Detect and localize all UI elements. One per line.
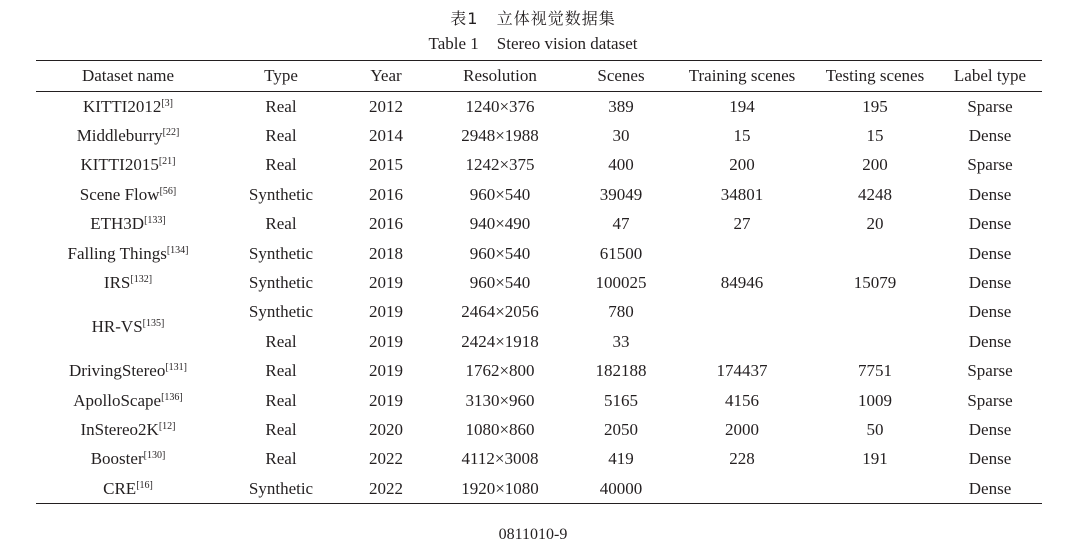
cell-testing-scenes: 20: [866, 214, 884, 234]
header-scenes: Scenes: [570, 61, 672, 92]
citation-ref: [56]: [159, 185, 177, 197]
cell-training-scenes: 4156: [725, 390, 759, 410]
cell-training-scenes: 194: [729, 96, 755, 116]
caption-cn-title: 立体视觉数据集: [496, 9, 616, 28]
cell-scenes: 61500: [599, 243, 643, 263]
cell-testing-scenes: [812, 239, 938, 268]
cell-label-type: Dense: [968, 184, 1012, 204]
table-row: [36, 180, 1042, 209]
cell-scenes: 5165: [604, 390, 638, 410]
table-row: [36, 386, 1042, 415]
cell-testing-scenes: 50: [866, 419, 884, 439]
cell-resolution: 1242×375: [465, 155, 535, 175]
cell-dataset-name: [36, 386, 220, 415]
cell-year: 2014: [369, 126, 403, 146]
cell-type: Real: [265, 214, 297, 234]
caption-en-label: Table 1: [428, 34, 479, 53]
cell-dataset-name: [36, 268, 220, 297]
cell-type: Real: [265, 155, 297, 175]
cell-type: Real: [265, 126, 297, 146]
cell-scenes: 780: [608, 302, 634, 322]
cell-label-type: Dense: [968, 214, 1012, 234]
cell-resolution: 960×540: [469, 273, 531, 293]
dataset-name: InStereo2K: [80, 419, 159, 439]
cell-label-type: Dense: [968, 331, 1012, 351]
cell-resolution: 940×490: [469, 214, 531, 234]
table-row: [36, 239, 1042, 268]
cell-label-type: Dense: [968, 449, 1012, 469]
cell-training-scenes: [672, 474, 812, 504]
cell-type: Synthetic: [248, 302, 314, 322]
cell-label-type: Dense: [938, 474, 1042, 504]
citation-ref: [21]: [158, 156, 176, 168]
caption-en-title: Stereo vision dataset: [496, 34, 638, 53]
citation-ref: [136]: [161, 391, 183, 403]
cell-type: Real: [265, 331, 297, 351]
dataset-name: Scene Flow: [79, 184, 160, 204]
cell-dataset-name: [36, 298, 220, 357]
cell-training-scenes: 174437: [716, 361, 768, 381]
cell-scenes: 40000: [570, 474, 672, 504]
cell-resolution: 2948×1988: [461, 126, 539, 146]
citation-ref: [12]: [158, 420, 176, 432]
cell-year: 2022: [342, 474, 430, 504]
cell-dataset-name: [36, 180, 220, 209]
cell-label-type: Dense: [968, 302, 1012, 322]
citation-ref: [3]: [161, 97, 174, 109]
cell-training-scenes: [672, 239, 812, 268]
cell-label-type: Dense: [968, 419, 1012, 439]
cell-testing-scenes: 15: [866, 126, 884, 146]
cell-training-scenes: 84946: [720, 273, 764, 293]
table-row: [36, 415, 1042, 444]
cell-resolution: 3130×960: [465, 390, 535, 410]
cell-dataset-name: [36, 445, 220, 474]
cell-scenes: 419: [608, 449, 634, 469]
dataset-name: DrivingStereo: [69, 361, 166, 381]
cell-testing-scenes: [812, 298, 938, 327]
citation-ref: [132]: [130, 274, 153, 286]
cell-label-type: Sparse: [967, 155, 1013, 175]
cell-training-scenes: 34801: [720, 184, 764, 204]
cell-year: 2019: [369, 331, 403, 351]
header-year: Year: [342, 61, 430, 92]
cell-scenes: 2050: [604, 419, 638, 439]
cell-training-scenes: 27: [733, 214, 751, 234]
dataset-name: HR-VS: [91, 317, 143, 337]
cell-type: Synthetic: [248, 184, 314, 204]
cell-year: 2012: [369, 96, 403, 116]
header-type: Type: [220, 61, 342, 92]
cell-year: 2018: [369, 243, 403, 263]
cell-label-type: Dense: [968, 273, 1012, 293]
dataset-name: KITTI2015: [80, 155, 159, 175]
cell-dataset-name: [36, 357, 220, 386]
cell-testing-scenes: 200: [862, 155, 888, 175]
dataset-name: Booster: [90, 449, 144, 469]
cell-testing-scenes: [812, 474, 938, 504]
cell-year: 2019: [369, 273, 403, 293]
dataset-name: KITTI2012: [82, 96, 162, 116]
cell-label-type: Sparse: [967, 390, 1013, 410]
cell-training-scenes: [672, 298, 812, 327]
cell-year: 2019: [369, 361, 403, 381]
cell-scenes: 182188: [595, 361, 647, 381]
cell-type: Real: [265, 361, 297, 381]
cell-year: 2016: [369, 214, 403, 234]
table-row: [36, 298, 1042, 327]
cell-type: Synthetic: [220, 474, 342, 504]
cell-resolution: 1240×376: [465, 96, 535, 116]
table-row: [36, 210, 1042, 239]
caption-cn-label: 表1: [450, 9, 479, 28]
cell-type: Synthetic: [248, 243, 314, 263]
cell-type: Real: [265, 390, 297, 410]
cell-dataset-name: [36, 151, 220, 180]
citation-ref: [16]: [136, 479, 153, 491]
cell-resolution: 4112×3008: [461, 449, 539, 469]
cell-year: 2016: [369, 184, 403, 204]
cell-training-scenes: [672, 327, 812, 356]
table-caption-english: [0, 34, 1066, 54]
table-row: [36, 151, 1042, 180]
cell-resolution: 2424×1918: [461, 331, 539, 351]
cell-scenes: 33: [612, 331, 630, 351]
cell-scenes: 389: [608, 96, 634, 116]
cell-year: 2020: [369, 419, 403, 439]
cell-label-type: Sparse: [967, 96, 1013, 116]
dataset-name: Middleburry: [76, 126, 163, 146]
cell-year: 2019: [369, 302, 403, 322]
dataset-name: CRE: [103, 478, 137, 498]
cell-testing-scenes: 191: [862, 449, 888, 469]
table-row: [36, 121, 1042, 150]
dataset-name: ApolloScape: [73, 390, 162, 410]
cell-scenes: 100025: [595, 273, 647, 293]
cell-year: 2015: [369, 155, 403, 175]
table-row: [36, 445, 1042, 474]
cell-type: Real: [265, 419, 297, 439]
citation-ref: [135]: [142, 318, 165, 330]
citation-ref: [133]: [144, 215, 166, 227]
citation-ref: [130]: [143, 450, 166, 462]
cell-training-scenes: 15: [733, 126, 751, 146]
header-testing-scenes: Testing scenes: [812, 61, 938, 92]
dataset-name: IRS: [103, 273, 131, 293]
cell-label-type: Dense: [968, 126, 1012, 146]
cell-dataset-name: [36, 415, 220, 444]
cell-type: Real: [265, 96, 297, 116]
cell-label-type: Sparse: [967, 361, 1013, 381]
cell-scenes: 47: [612, 214, 630, 234]
cell-resolution: 960×540: [469, 243, 531, 263]
table-row: [36, 92, 1042, 122]
table-body: [36, 92, 1042, 504]
cell-testing-scenes: 15079: [853, 273, 897, 293]
header-label-type: Label type: [938, 61, 1042, 92]
cell-dataset-name: [36, 474, 220, 504]
cell-scenes: 30: [612, 126, 630, 146]
cell-scenes: 400: [608, 155, 634, 175]
cell-training-scenes: 228: [729, 449, 755, 469]
cell-resolution: 1080×860: [465, 419, 535, 439]
cell-type: Real: [265, 449, 297, 469]
header-training-scenes: Training scenes: [672, 61, 812, 92]
cell-dataset-name: [36, 121, 220, 150]
cell-testing-scenes: 1009: [858, 390, 892, 410]
table-row: [36, 268, 1042, 297]
citation-ref: [22]: [162, 127, 180, 139]
header-resolution: Resolution: [430, 61, 570, 92]
cell-dataset-name: [36, 210, 220, 239]
dataset-name: ETH3D: [90, 214, 145, 234]
citation-ref: [134]: [166, 244, 189, 256]
cell-training-scenes: 200: [729, 155, 755, 175]
cell-year: 2019: [369, 390, 403, 410]
page-code: 0811010-9: [498, 526, 568, 543]
cell-resolution: 2464×2056: [461, 302, 539, 322]
cell-resolution: 960×540: [469, 184, 531, 204]
dataset-name: Falling Things: [67, 243, 167, 263]
table-row: [36, 474, 1042, 504]
cell-label-type: Dense: [968, 243, 1012, 263]
table-caption-chinese: [0, 6, 1066, 29]
cell-testing-scenes: 7751: [858, 361, 892, 381]
cell-type: Synthetic: [248, 273, 314, 293]
header-dataset-name: Dataset name: [36, 61, 220, 92]
cell-resolution: 1762×800: [465, 361, 535, 381]
cell-testing-scenes: 195: [862, 96, 888, 116]
citation-ref: [131]: [165, 362, 187, 374]
cell-training-scenes: 2000: [725, 419, 759, 439]
stereo-dataset-table: [36, 60, 1042, 504]
table-row: [36, 357, 1042, 386]
cell-dataset-name: [36, 92, 220, 122]
cell-testing-scenes: 4248: [858, 184, 892, 204]
cell-testing-scenes: [812, 327, 938, 356]
cell-dataset-name: [36, 239, 220, 268]
cell-resolution: 1920×1080: [430, 474, 570, 504]
cell-year: 2022: [369, 449, 403, 469]
table-header-row: [36, 61, 1042, 92]
cell-scenes: 39049: [599, 184, 643, 204]
